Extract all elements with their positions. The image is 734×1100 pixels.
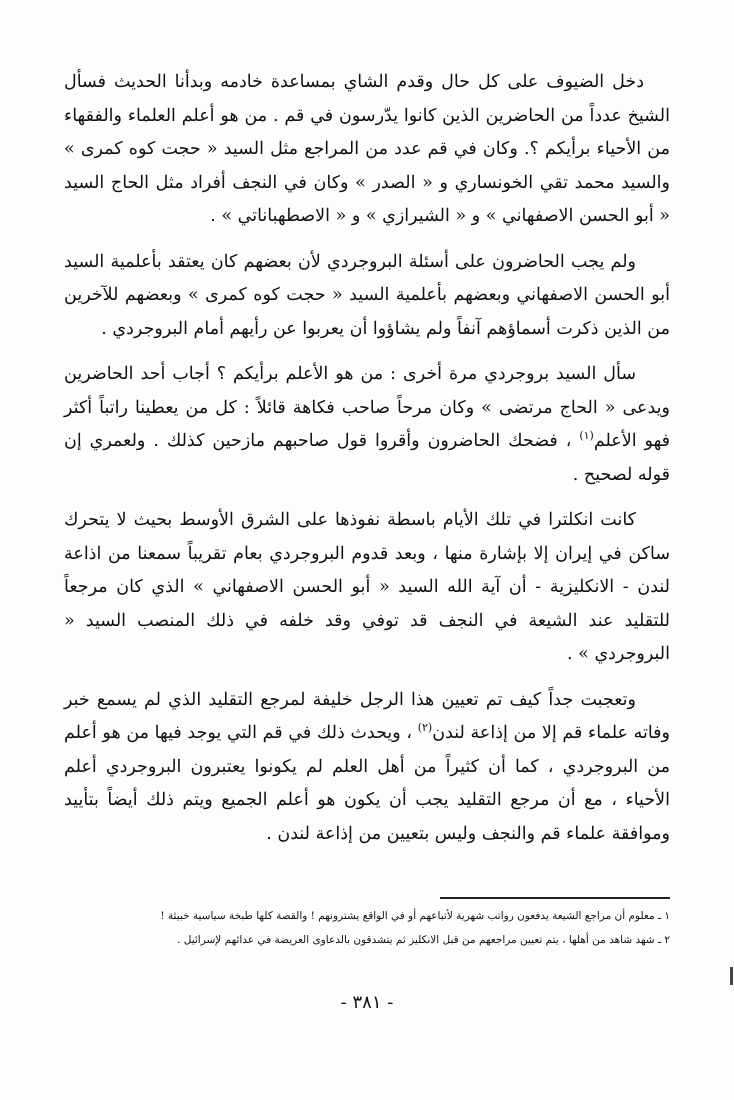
paragraph-4: كانت انكلترا في تلك الأيام باسطة نفوذها على الشرق الأوسط بحيث لا يتحرك ساكن في إيران إلا بإشارة منها ، وبعد قدوم البروجردي بعام تقريباً سمعنا من اذاعة لندن - الانكليزية - أن آية الله السيد « أبو الحسن الاصفهاني » الذي كان مرجعاً للتقليد عند الشيعة في النجف قد توفي وقد خلفه في ذلك المنصب السيد « البروجردي » . — [64, 510, 670, 664]
main-text — [64, 66, 670, 863]
paragraph-3 — [64, 358, 670, 492]
scan-edge-mark — [730, 967, 733, 985]
footnote-1: ١ ـ معلوم أن مراجع الشيعة يدفعون رواتب شهرية لأتباعهم أو في الواقع يشترونهم ! والقصة كلها طبخة سياسية خبيثة ! — [160, 910, 670, 922]
paragraph-3-rest: ، فضحك الحاضرون وأقروا قول صاحبهم مازحين كذلك . ولعمري إن قوله لصحيح . — [64, 431, 670, 485]
paragraph-3-text: سأل السيد بروجردي مرة أخرى : من هو الأعلم برأيكم ؟ أجاب أحد الحاضرين ويدعى « الحاج مرتضى » وكان مرحاً صاحب فكاهة قائلاً : كل من يعطينا راتباً أكثر فهو الأعلم — [64, 364, 670, 451]
footnotes — [60, 904, 670, 952]
paragraph-5 — [64, 684, 670, 852]
paragraph-2: ولم يجب الحاضرون على أسئلة البروجردي لأن بعضهم كان يعتقد بأعلمية السيد أبو الحسن الاصفهاني وبعضهم بأعلمية السيد « حجت كوه كمرى » وبعضهم للآخرين من الذين ذكرت أسماؤهم آنفاً ولم يشاؤوا أن يعربوا عن رأيهم أمام البروجردي . — [64, 251, 670, 339]
paragraph-5-text: وتعجبت جداً كيف تم تعيين هذا الرجل خليفة لمرجع التقليد الذي لم يسمع خبر وفاته علماء قم إلا من إذاعة لندن — [64, 689, 671, 743]
page-number: - ٣٨١ - — [340, 992, 394, 1013]
paragraph-5-rest: ، ويحدث ذلك في قم التي يوجد فيها من هو أعلم من البروجردي ، كما أن كثيراً من أهل العلم لم يكونوا يعتبرون البروجردي أعلم الأحياء ، مع أن مرجع التقليد يجب أن يكون هو أعلم الجميع ويتم ذلك أيضاً بتأييد وموافقة علماء قم والنجف وليس بتعيين من إذاعة لندن . — [64, 723, 670, 844]
footnote-ref-1[interactable]: (١) — [579, 429, 594, 443]
paragraph-1: دخل الضيوف على كل حال وقدم الشاي بمساعدة خادمه وبدأنا الحديث فسأل الشيخ عدداً من الحاضرين الذين كانوا يدّرسون في قم . من هو أعلم العلماء والفقهاء من الأحياء برأيكم ؟. وكان في قم عدد من المراجع مثل السيد « حجت كوه كمرى » والسيد محمد تقي الخونساري و « الصدر » وكان في النجف أفراد مثل الحاج السيد « أبو الحسن الاصفهاني » و « الشيرازي » و « الاصطهباناتي » . — [64, 72, 670, 226]
footnote-ref-2[interactable]: (٢) — [417, 721, 433, 735]
footnote-separator — [440, 897, 670, 899]
footnote-2: ٢ ـ شهد شاهد من أهلها ، يتم تعيين مراجعهم من قبل الانكليز ثم يتشدقون بالدعاوى العريضة في عدائهم لإسرائيل . — [177, 934, 670, 946]
